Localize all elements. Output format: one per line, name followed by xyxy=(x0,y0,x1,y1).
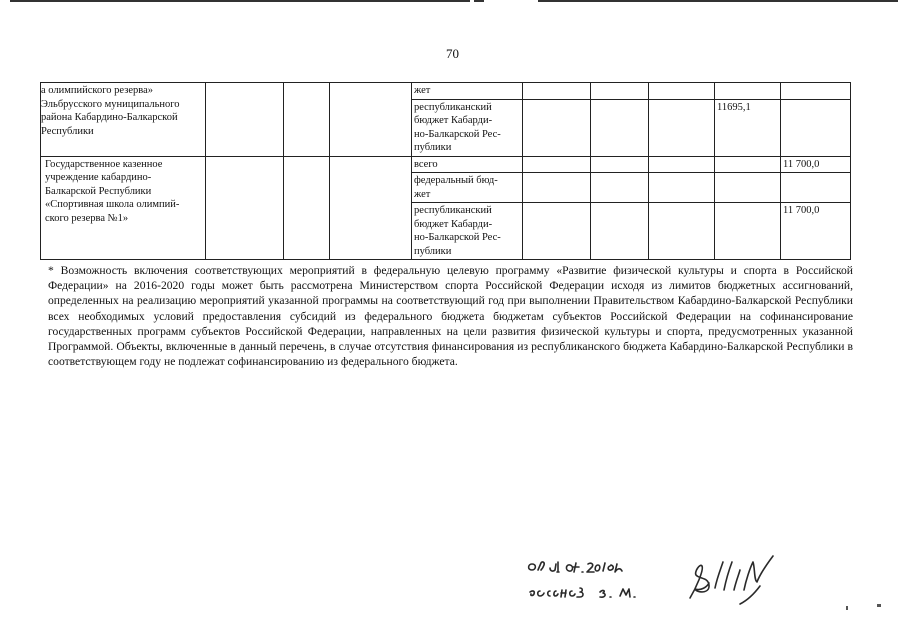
page-number: 70 xyxy=(446,46,459,61)
table-cell xyxy=(649,99,715,156)
table-cell xyxy=(284,83,330,157)
top-border-line xyxy=(10,0,470,2)
table-cell xyxy=(523,99,591,156)
footnote: * Возможность включения соответствующих мероприятий в федеральную целевую программу «Развитие физической культуры и спорта в Российской Федерации» на 2016-2020 годы может быть рассмотрена Министерством спорта Российской Федерации исходя из лимитов бюджетных ассигнований, определенных на реализацию мероприятий указанной программы на соответствующий год при выполнении Правительством Кабардино-Балкарской Республики всех необходимых условий предоставления субсидий из федерального бюджета бюджетам субъектов Российской Федерации на софинансирование государственных программ субъектов Российской Федерации, направленных на цели развития физической культуры и спорта, предусмотренных указанной Программой. Объекты, включенные в данный перечень, в случае отсутствия финансирования из республиканского бюджета Кабардино-Балкарской Республики в соответствующем году не подлежат софинансированию из федерального бюджета. xyxy=(48,264,853,369)
amount-cell xyxy=(715,203,781,260)
table-cell xyxy=(591,173,649,203)
amount-cell xyxy=(781,83,851,100)
funding-source-cell: федеральный бюд- жет xyxy=(412,173,523,203)
funding-source-cell: всего xyxy=(412,156,523,173)
amount-cell xyxy=(781,173,851,203)
funding-table xyxy=(40,82,851,260)
table-cell xyxy=(523,83,591,100)
table-cell xyxy=(591,156,649,173)
funding-source-cell: республиканский бюджет Кабарди- но-Балкарской Рес- публики xyxy=(412,99,523,156)
table-cell xyxy=(649,203,715,260)
table-cell xyxy=(206,83,284,157)
table-cell xyxy=(649,173,715,203)
funding-source-cell: республиканский бюджет Кабарди- но-Балкарской Рес- публики xyxy=(412,203,523,260)
table-cell xyxy=(649,156,715,173)
amount-cell xyxy=(715,173,781,203)
amount-cell: 11 700,0 xyxy=(781,156,851,173)
table-cell xyxy=(330,83,412,157)
table-cell xyxy=(523,203,591,260)
handwritten-name xyxy=(530,588,635,597)
scan-mark xyxy=(877,604,881,607)
table-cell xyxy=(591,99,649,156)
top-border-line xyxy=(538,0,898,2)
amount-cell xyxy=(781,99,851,156)
table-row xyxy=(41,83,851,100)
table-cell xyxy=(330,156,412,260)
table-cell xyxy=(523,156,591,173)
organization-cell: а олимпийского резерва» Эльбрусского муниципального района Кабардино-Балкарской Республики xyxy=(41,83,206,157)
signature-mark xyxy=(690,556,773,604)
handwritten-signature xyxy=(520,548,860,622)
top-border-line xyxy=(474,0,484,2)
organization-cell: Государственное казенное учреждение кабардино- Балкарской Республики «Спортивная школа олимпий- ского резерва №1» xyxy=(41,156,206,260)
amount-cell xyxy=(715,156,781,173)
scan-mark xyxy=(846,606,848,610)
amount-cell xyxy=(715,83,781,100)
table-cell xyxy=(649,83,715,100)
table-cell xyxy=(591,203,649,260)
table-cell xyxy=(523,173,591,203)
table-cell xyxy=(591,83,649,100)
table-cell xyxy=(206,156,284,260)
amount-cell: 11695,1 xyxy=(715,99,781,156)
funding-source-cell: жет xyxy=(412,83,523,100)
table-cell xyxy=(284,156,330,260)
handwritten-date xyxy=(529,562,622,572)
table-row xyxy=(41,156,851,173)
amount-cell: 11 700,0 xyxy=(781,203,851,260)
